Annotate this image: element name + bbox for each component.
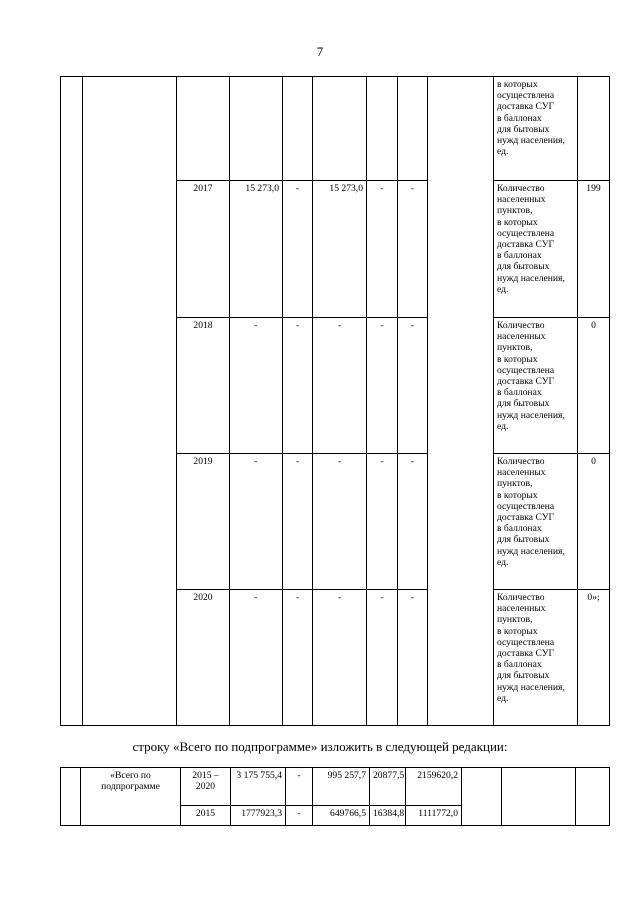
amount-cell: [313, 77, 367, 181]
empty-cell: [502, 768, 576, 826]
amount-cell: 16384,8: [370, 806, 406, 826]
amount-cell: -: [398, 181, 428, 318]
year-cell: 2020: [177, 590, 230, 726]
amount-cell: -: [286, 768, 313, 806]
amount-cell: -: [283, 590, 313, 726]
empty-cell: [61, 77, 83, 726]
amount-cell: [367, 77, 398, 181]
amount-cell: -: [230, 454, 283, 590]
year-cell: 2015 – 2020: [181, 768, 231, 806]
indicator-cell: Количество населенных пунктов, в которых осуществлена доставка СУГ в баллонах для бытовых нужд населения, ед.: [494, 454, 578, 590]
amount-cell: -: [367, 590, 398, 726]
empty-cell: [576, 768, 610, 826]
amount-cell: -: [367, 454, 398, 590]
instruction-text: строку «Всего по подпрограмме» изложить в следующей редакции:: [132, 739, 508, 754]
amount-cell: -: [230, 590, 283, 726]
indicator-cell: Количество населенных пунктов, в которых осуществлена доставка СУГ в баллонах для бытовых нужд населения, ед.: [494, 318, 578, 454]
year-cell: 2015: [181, 806, 231, 826]
amount-cell: 3 175 755,4: [231, 768, 286, 806]
amount-cell: -: [283, 454, 313, 590]
amount-cell: -: [230, 318, 283, 454]
value-cell: 0»;: [578, 590, 610, 726]
amount-cell: 15 273,0: [230, 181, 283, 318]
year-cell: 2017: [177, 181, 230, 318]
amount-cell: [230, 77, 283, 181]
page-number: 7: [316, 44, 324, 59]
amount-cell: 2159620,2: [406, 768, 462, 806]
amount-cell: 1777923,3: [231, 806, 286, 826]
value-cell: 199: [578, 181, 610, 318]
amount-cell: -: [286, 806, 313, 826]
amount-cell: [398, 77, 428, 181]
amount-cell: -: [313, 590, 367, 726]
empty-cell: [83, 77, 177, 726]
amount-cell: -: [313, 454, 367, 590]
amount-cell: -: [283, 318, 313, 454]
amount-cell: 1111772,0: [406, 806, 462, 826]
amount-cell: -: [367, 318, 398, 454]
amount-cell: -: [398, 318, 428, 454]
empty-cell: [428, 77, 494, 726]
year-cell: [177, 77, 230, 181]
amount-cell: 20877,5: [370, 768, 406, 806]
subprogram-total-table: [60, 767, 610, 826]
amount-cell: 995 257,7: [313, 768, 370, 806]
amount-cell: -: [313, 318, 367, 454]
amount-cell: -: [398, 590, 428, 726]
year-cell: 2018: [177, 318, 230, 454]
program-table: [60, 76, 610, 726]
indicator-cell: в которых осуществлена доставка СУГ в баллонах для бытовых нужд населения, ед.: [494, 77, 578, 181]
value-cell: [578, 77, 610, 181]
indicator-cell: Количество населенных пунктов, в которых осуществлена доставка СУГ в баллонах для бытовых нужд населения, ед.: [494, 590, 578, 726]
empty-cell: [61, 768, 81, 826]
amount-cell: [283, 77, 313, 181]
amount-cell: 649766,5: [313, 806, 370, 826]
indicator-cell: Количество населенных пунктов, в которых осуществлена доставка СУГ в баллонах для бытовых нужд населения, ед.: [494, 181, 578, 318]
amount-cell: -: [283, 181, 313, 318]
table-row: [61, 768, 610, 806]
value-cell: 0: [578, 454, 610, 590]
amount-cell: -: [367, 181, 398, 318]
row-label: «Всего по подпрограмме: [81, 768, 181, 826]
table-row: [61, 77, 610, 181]
empty-cell: [462, 768, 502, 826]
amount-cell: 15 273,0: [313, 181, 367, 318]
value-cell: 0: [578, 318, 610, 454]
year-cell: 2019: [177, 454, 230, 590]
amount-cell: -: [398, 454, 428, 590]
